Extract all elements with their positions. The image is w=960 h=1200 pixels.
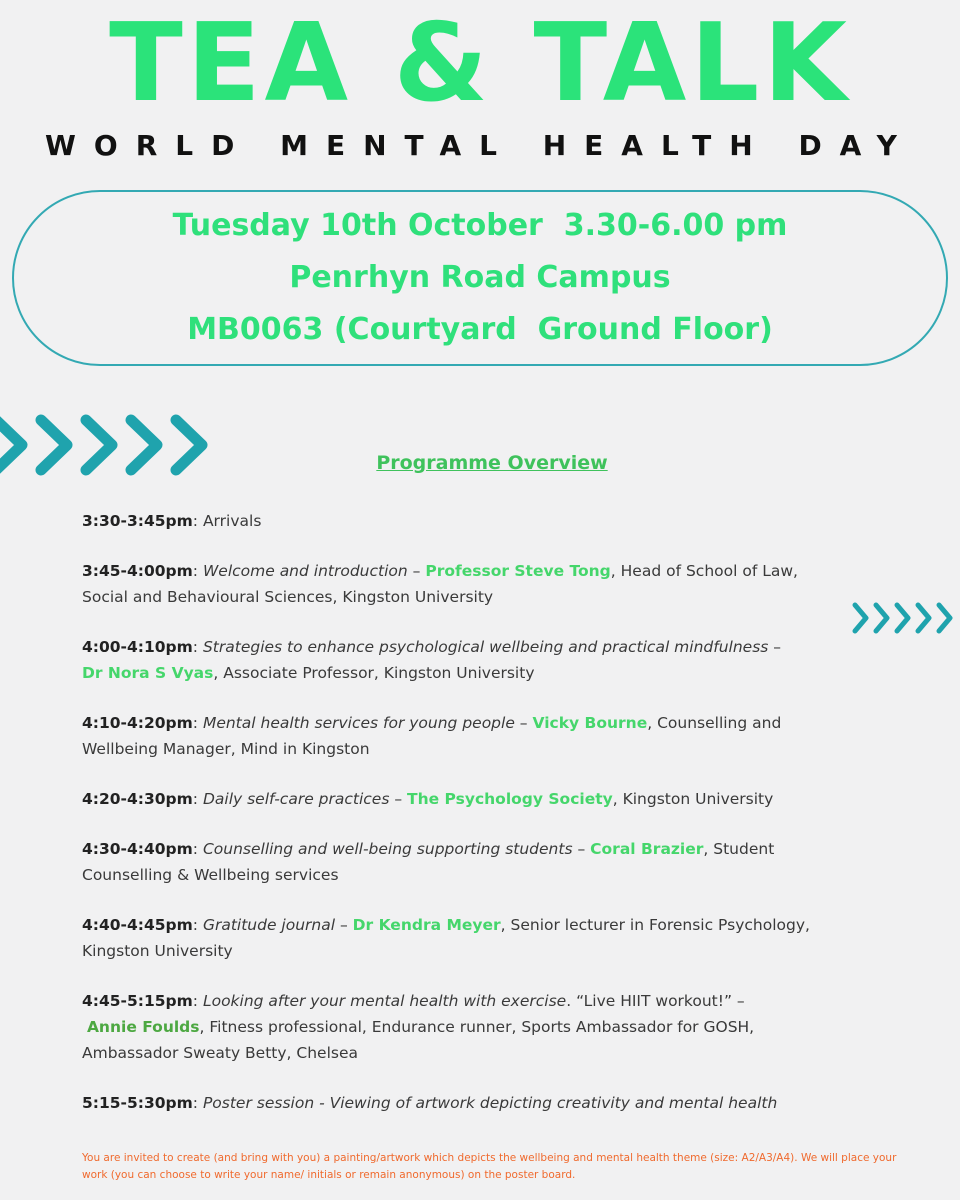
item-detail: , Associate Professor, Kingston University (213, 664, 535, 682)
programme-item (82, 836, 902, 888)
item-detail: , Student (703, 840, 775, 858)
programme-item (82, 988, 902, 1066)
item-detail: Kingston University (82, 942, 233, 960)
programme-item (82, 1090, 902, 1116)
programme-list (82, 508, 902, 1116)
item-text: Arrivals (202, 512, 262, 530)
item-dash: – (407, 562, 426, 580)
item-speaker: Annie Foulds (86, 1018, 200, 1036)
item-dash: – (577, 840, 591, 858)
item-session: Looking after your mental health with exercise (202, 992, 567, 1010)
item-detail: , Senior lecturer in Forensic Psychology, (500, 916, 810, 934)
item-dash: – (335, 916, 353, 934)
item-speaker: Dr Kendra Meyer (352, 916, 501, 934)
item-time: 5:15-5:30pm (82, 1094, 193, 1112)
item-time: 4:00-4:10pm (82, 638, 193, 656)
item-detail: Counselling & Wellbeing services (82, 866, 339, 884)
item-detail: , Counselling and (647, 714, 782, 732)
item-session: Welcome and introduction (202, 562, 408, 580)
item-detail: . “Live HIIT workout!” – (566, 992, 745, 1010)
item-session: Counselling and well-being supporting students (202, 840, 578, 858)
item-detail: Social and Behavioural Sciences, Kingston University (82, 588, 494, 606)
poster-invitation-note: You are invited to create (and bring with you) a painting/artwork which depicts the wellbeing and mental health theme (size: A2/A3/A4). We will place your work (you can choose to write your name/ initials or remain anonymous) on the poster board. (82, 1152, 897, 1181)
item-time: 4:10-4:20pm (82, 714, 193, 732)
item-sep: : (192, 790, 203, 808)
item-time: 4:45-5:15pm (82, 992, 193, 1010)
programme-item (82, 634, 902, 686)
programme-item (82, 786, 902, 812)
item-detail: Ambassador Sweaty Betty, Chelsea (82, 1044, 358, 1062)
item-speaker: Coral Brazier (590, 840, 704, 858)
item-dash: – (389, 790, 408, 808)
item-speaker: The Psychology Society (407, 790, 613, 808)
item-speaker: Professor Steve Tong (425, 562, 611, 580)
item-dash: – (768, 638, 782, 656)
item-time: 4:30-4:40pm (82, 840, 193, 858)
item-time: 4:40-4:45pm (82, 916, 193, 934)
item-speaker: Dr Nora S Vyas (82, 664, 214, 682)
item-session: Poster session - Viewing of artwork depicting creativity and mental health (202, 1094, 778, 1112)
item-detail: , Kingston University (612, 790, 774, 808)
poster-subtitle: WORLD MENTAL HEALTH DAY (45, 129, 915, 162)
programme-heading: Programme Overview (376, 452, 608, 474)
item-session: Gratitude journal (202, 916, 336, 934)
item-dash: – (514, 714, 533, 732)
item-sep: : (192, 916, 203, 934)
event-details-box (12, 190, 948, 366)
item-time: 4:20-4:30pm (82, 790, 193, 808)
item-session: Daily self-care practices (202, 790, 390, 808)
item-detail: , Head of School of Law, (610, 562, 798, 580)
item-session: Strategies to enhance psychological wellbeing and practical mindfulness (202, 638, 769, 656)
poster-title: TEA & TALK (109, 1, 851, 126)
item-time: 3:45-4:00pm (82, 562, 193, 580)
item-detail: Wellbeing Manager, Mind in Kingston (82, 740, 370, 758)
programme-item (82, 558, 902, 610)
item-sep: : (192, 840, 203, 858)
item-sep: : (192, 714, 203, 732)
item-sep: : (192, 638, 203, 656)
programme-item (82, 912, 902, 964)
item-sep: : (192, 1094, 203, 1112)
item-sep: : (192, 992, 203, 1010)
item-time: 3:30-3:45pm (82, 512, 193, 530)
event-room: MB0063 (Courtyard Ground Floor) (187, 312, 773, 347)
item-sep: : (192, 512, 203, 530)
programme-item (82, 710, 902, 762)
event-campus: Penrhyn Road Campus (289, 260, 671, 295)
programme-item (82, 508, 902, 534)
item-detail: , Fitness professional, Endurance runner, Sports Ambassador for GOSH, (199, 1018, 755, 1036)
item-sep: : (192, 562, 203, 580)
event-date-time: Tuesday 10th October 3.30-6.00 pm (172, 208, 788, 243)
item-speaker: Vicky Bourne (532, 714, 648, 732)
item-session: Mental health services for young people (202, 714, 515, 732)
